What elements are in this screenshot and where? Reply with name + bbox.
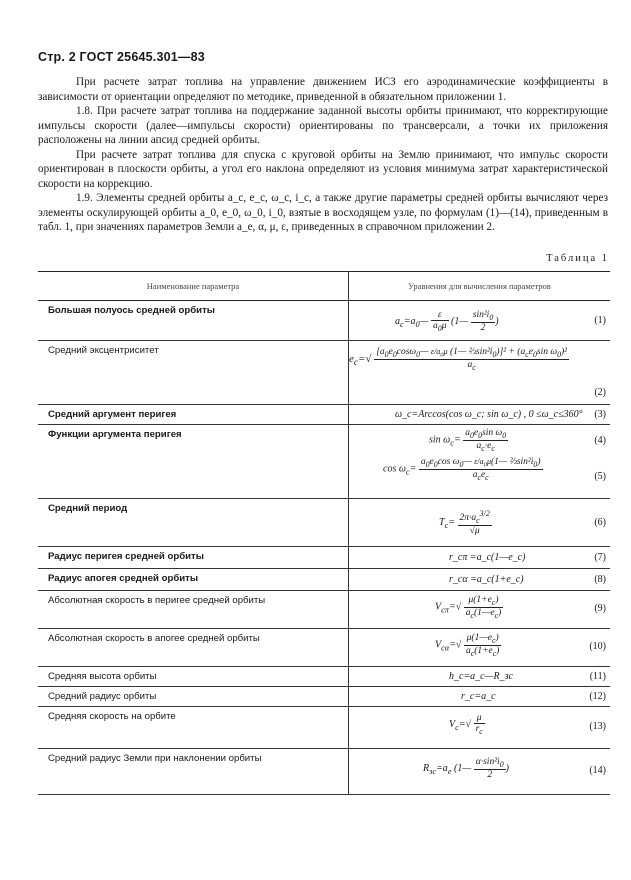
formula-cell: [349, 629, 611, 667]
parameter-name: Средняя скорость на орбите: [38, 707, 349, 749]
formula: $V_c=√$ $\frac{\mu}{r_c}$: [449, 713, 483, 736]
parameter-name: Радиус апогея средней орбиты: [38, 569, 349, 591]
equation-number: (4): [594, 435, 606, 446]
formula: $V_{c\alpha}=√$ $\frac{\mu(1—e_c)}{a_c(1+e_c)}$: [435, 633, 500, 658]
column-header-name: Наименование параметра: [38, 272, 349, 301]
parameter-name: Средний эксцентриситет: [38, 341, 349, 405]
formula: h_c=a_c—R_зc: [449, 671, 513, 682]
formula-cell: [349, 341, 611, 405]
paragraph: При расчете затрат топлива для спуска с круговой орбиты на Землю принимают, что импульс скорости ориентирован в плоскости орбиты, а угол его наклона определяют из условия минимума затрат характеристической скорости на коррекцию.: [38, 148, 608, 190]
formula-cell: [349, 425, 611, 499]
table-row: [38, 629, 610, 667]
equation-number: (1): [594, 315, 606, 326]
equation-number: (14): [589, 765, 606, 776]
formula: $e_c=√$ $\frac{[a_0e_0\cos\omega_0— \varepsilon/a_0\mu (1— \frac{2}{3}\sin^2i_0)]^2 + (a_ce_0\sin \omega_0)^2}{a_c}$: [349, 347, 568, 372]
formula: r_cπ =a_c(1—e_c): [449, 552, 526, 563]
table-row: [38, 341, 610, 405]
parameters-table: [38, 271, 610, 795]
formula-cell: [349, 547, 611, 569]
page-header: Стр. 2 ГОСТ 25645.301—83: [38, 50, 205, 64]
table-row: [38, 405, 610, 425]
formula-cell: [349, 591, 611, 629]
formula-cell: [349, 749, 611, 795]
table-row: [38, 425, 610, 499]
formula: $\sin \omega_c=$ $\frac{a_0e_0\sin \omega_0}{a_c\cdot e_c}$: [429, 428, 507, 453]
table-row: [38, 687, 610, 707]
body-text: [38, 75, 608, 235]
table-row: [38, 749, 610, 795]
parameter-name: Абсолютная скорость в перигее средней орбиты: [38, 591, 349, 629]
equation-number: (10): [589, 641, 606, 652]
parameter-name: Средний аргумент перигея: [38, 405, 349, 425]
formula-cell: [349, 707, 611, 749]
table-row: [38, 547, 610, 569]
formula: $T_c=$ $\frac{2\pi\cdot a_c^{3/2}}{√\mu}$: [439, 509, 490, 537]
equation-number: (8): [594, 574, 606, 585]
formula: r_c=a_c: [461, 691, 496, 702]
formula-cell: [349, 301, 611, 341]
equation-number: (11): [589, 671, 606, 682]
parameter-name: Средний радиус Земли при наклонении орбиты: [38, 749, 349, 795]
paragraph: При расчете затрат топлива на управление движением ИСЗ его аэродинамические коэффициенты в зависимости от ориентации определяют по методике, приведенной в обязательном приложении 1.: [38, 76, 608, 103]
equation-number: (3): [594, 409, 606, 420]
equation-number: (9): [594, 603, 606, 614]
table-row: [38, 667, 610, 687]
equation-number: (13): [589, 721, 606, 732]
parameter-name: Средняя высота орбиты: [38, 667, 349, 687]
table-row: [38, 591, 610, 629]
table-label: Таблица 1: [546, 253, 609, 264]
formula: $R_{зc}=a_e$ (1— $\frac{\alpha\cdot\sin^2i_0}{2}$ ): [423, 757, 509, 780]
table-row: [38, 301, 610, 341]
equation-number: (5): [594, 471, 606, 482]
parameter-name: Средний период: [38, 499, 349, 547]
equation-number: (6): [594, 517, 606, 528]
formula-cell: [349, 667, 611, 687]
formula: $a_c=a_0—$ $\frac{\varepsilon}{a_0\mu}$ (1— $\frac{\sin^2i_0}{2}$ ): [395, 310, 499, 333]
parameter-name: Радиус перигея средней орбиты: [38, 547, 349, 569]
equation-number: (12): [589, 691, 606, 702]
parameter-name: Абсолютная скорость в апогее средней орбиты: [38, 629, 349, 667]
column-header-formula: Уравнения для вычисления параметров: [349, 272, 611, 301]
formula: $\cos \omega_c=$ $\frac{a_0e_0\cos \omega_0— \varepsilon/a_0\mu(1— \frac{2}{3}\sin^2i_0)}{a_ce_c}$: [383, 457, 541, 482]
formula: r_cα =a_c(1+e_c): [449, 574, 524, 585]
paragraph: 1.9. Элементы средней орбиты a_c, e_c, ω_c, i_c, а также другие параметры средней орбиты вычисляют через элементы оскулирующей орбиты a_0, e_0, ω_0, i_0, взятые в восходящем узле, по формулам (1)—(14), приведенным в табл. 1, при значениях параметров Земли a_e, α, μ, ε, приведенных в справочном приложении 2.: [38, 192, 608, 233]
formula: $V_{c\pi}=√$ $\frac{\mu(1+e_c)}{a_c(1—e_c)}$: [435, 595, 502, 620]
formula-cell: [349, 569, 611, 591]
paragraph: 1.8. При расчете затрат топлива на поддержание заданной высоты орбиты принимают, что корректирующие импульсы скорости (далее—импульсы скорости) ориентированы по трансверсали, а точки их приложения расположены на линии апсид средней орбиты.: [38, 105, 608, 146]
equation-number: (2): [594, 387, 606, 398]
table-row: [38, 499, 610, 547]
parameter-name: Функции аргумента перигея: [38, 425, 349, 499]
parameter-name: Средний радиус орбиты: [38, 687, 349, 707]
table-row: [38, 707, 610, 749]
formula-cell: [349, 405, 611, 425]
parameter-name: Большая полуось средней орбиты: [38, 301, 349, 341]
formula-cell: [349, 499, 611, 547]
equation-number: (7): [594, 552, 606, 563]
formula: ω_c=Arccos(cos ω_c; sin ω_c) , 0 ≤ω_c≤360°: [395, 409, 583, 420]
formula-cell: [349, 687, 611, 707]
table-row: [38, 569, 610, 591]
